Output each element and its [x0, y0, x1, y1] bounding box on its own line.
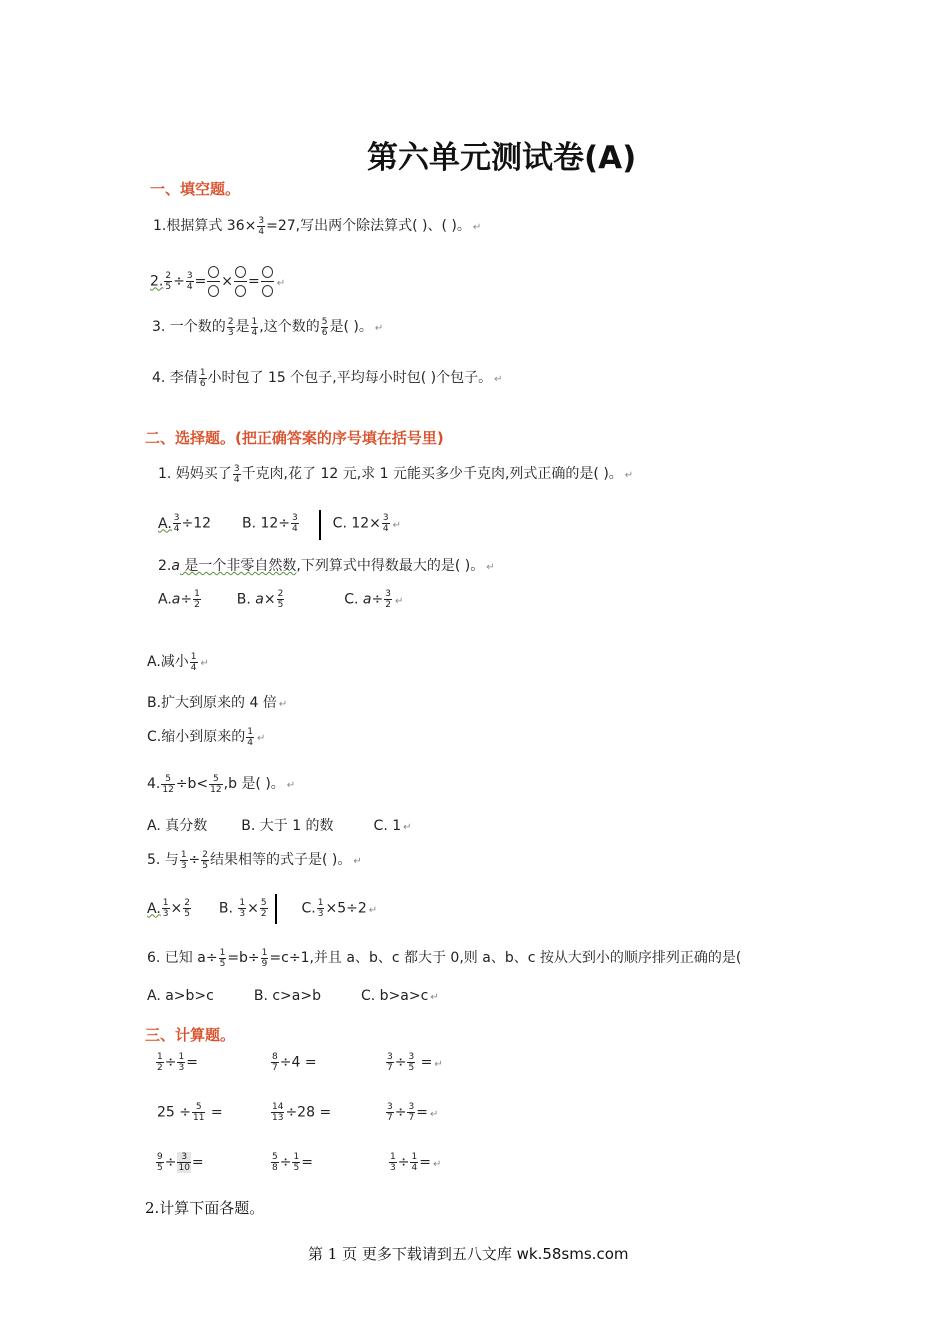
section-heading-choice: 二、选择题。(把正确答案的序号填在括号里) — [145, 429, 444, 447]
section-heading-calc: 三、计算题。 — [145, 1026, 236, 1044]
question-1: 1.根据算式 36× $\frac{3}{4}$ =27,写出两个除法算式( )、( )。 ↵ — [153, 215, 482, 237]
choice-1-options: A. $\frac{3}{4}$ ÷12 B. 12÷ $\frac{3}{4}$ C. 12× $\frac{3}{4}$ ↵ — [158, 513, 402, 534]
calc-item: $\frac{5}{8}$ ÷ $\frac{1}{5}$ = — [272, 1152, 313, 1173]
calc-item: $\frac{14}{13}$ ÷28 = — [272, 1102, 332, 1123]
calc-item: $\frac{3}{7}$ ÷ $\frac{3}{5}$ = ↵ — [387, 1052, 443, 1073]
blank-fraction — [234, 264, 247, 299]
question-2: 2. $\frac{2}{5}$ ÷ $\frac{3}{4}$ = × = ↵ — [150, 264, 285, 299]
calc-item: $\frac{8}{7}$ ÷4 = — [272, 1052, 317, 1073]
calc-item: 25 ÷ $\frac{5}{11}$ = — [157, 1102, 223, 1123]
calc-item: $\frac{3}{7}$ ÷ $\frac{3}{7}$ = ↵ — [387, 1102, 439, 1123]
choice-2: 2.a 是一个非零自然数,下列算式中得数最大的是( )。 ↵ — [158, 558, 495, 574]
section-heading-fill: 一、填空题。 — [150, 180, 241, 198]
blank-fraction — [261, 264, 274, 299]
footer-link[interactable]: wk.58sms.com — [516, 1245, 629, 1263]
fraction: $\frac{3}{4}$ — [258, 215, 265, 237]
page-footer: 第 1 页 更多下载请到五八文库 wk.58sms.com — [308, 1245, 629, 1263]
choice-2-options: A.a÷ $\frac{1}{2}$ B. a× $\frac{2}{5}$ C. a÷ $\frac{3}{2}$ ↵ — [158, 589, 404, 610]
question-3: 3. 一个数的 $\frac{2}{3}$ 是 $\frac{1}{4}$ ,这个数的 $\frac{5}{6}$ 是( )。 ↵ — [152, 316, 384, 338]
blank-fraction — [207, 264, 220, 299]
choice-3-option-b: B.扩大到原来的 4 倍 ↵ — [147, 695, 288, 711]
choice-4-options: A. 真分数 B. 大于 1 的数 C. 1 ↵ — [147, 818, 412, 834]
choice-5-options: A. $\frac{1}{3}$ × $\frac{2}{5}$ B. $\frac{1}{3}$ × $\frac{5}{2}$ C. $\frac{1}{3}$ ×5÷2 ↵ — [147, 898, 378, 919]
choice-3-option-c: C.缩小到原来的 $\frac{1}{4}$ ↵ — [147, 726, 266, 748]
choice-6-options: A. a>b>c B. c>a>b C. b>a>c ↵ — [147, 988, 439, 1004]
choice-4: 4. $\frac{5}{12}$ ÷b< $\frac{5}{12}$ ,b 是( )。 ↵ — [147, 773, 296, 795]
choice-3-option-a: A.减小 $\frac{1}{4}$ ↵ — [147, 651, 209, 673]
calc-item: $\frac{1}{3}$ ÷ $\frac{1}{4}$ = ↵ — [390, 1152, 442, 1173]
choice-5: 5. 与 $\frac{1}{3}$ ÷ $\frac{2}{5}$ 结果相等的式子是( )。 ↵ — [147, 849, 362, 871]
choice-6: 6. 已知 a÷ $\frac{1}{5}$ =b÷ $\frac{1}{9}$ =c÷1,并且 a、b、c 都大于 0,则 a、b、c 按从大到小的顺序排列正确的是( — [147, 947, 742, 969]
question-4: 4. 李倩 $\frac{1}{6}$ 小时包了 15 个包子,平均每小时包( )个包子。 ↵ — [152, 367, 503, 389]
calc-item: $\frac{9}{5}$ ÷ $\frac{3}{10}$ = — [157, 1152, 204, 1173]
subheading-calc-2: 2.计算下面各题。 — [145, 1199, 265, 1217]
calc-item: $\frac{1}{2}$ ÷ $\frac{1}{3}$ = — [157, 1052, 198, 1073]
choice-1: 1. 妈妈买了 $\frac{3}{4}$ 千克肉,花了 12 元,求 1 元能买多少千克肉,列式正确的是( )。 ↵ — [158, 463, 634, 485]
text-cursor — [275, 894, 277, 924]
page-title: 第六单元测试卷(A) — [367, 140, 637, 176]
text-cursor — [319, 510, 321, 540]
